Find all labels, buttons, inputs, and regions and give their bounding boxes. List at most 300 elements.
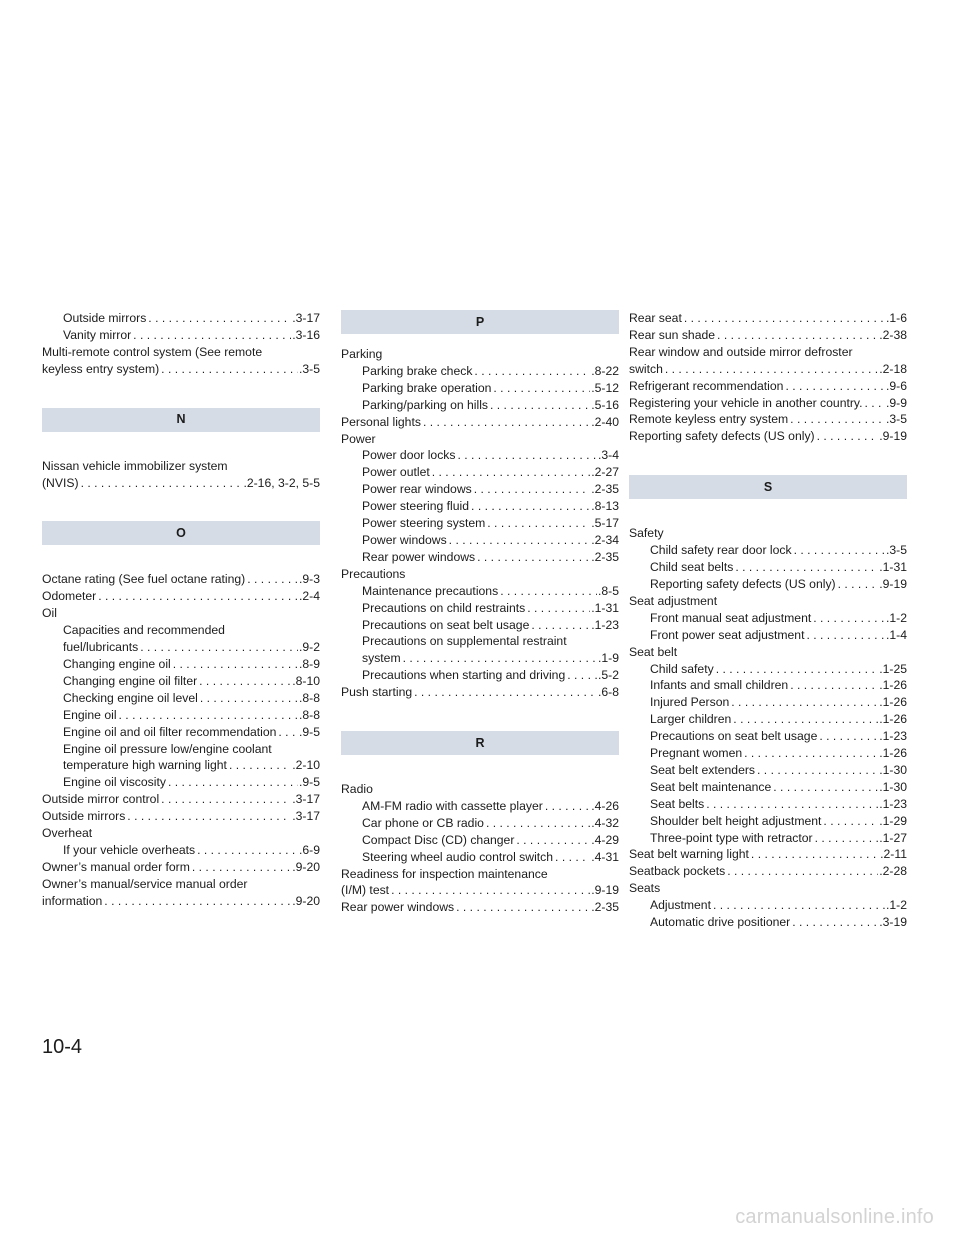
entry-page-ref: .9-6 (885, 378, 907, 393)
dot-leader (788, 677, 878, 694)
entry-text: Registering your vehicle in another country. (629, 395, 863, 410)
entry-page-ref: .3-17 (292, 809, 320, 824)
entry-text: Precautions on child restraints (362, 600, 526, 615)
entry-text: Push starting (341, 685, 413, 700)
entry-text: keyless entry system) (42, 361, 160, 376)
entry-page-ref: .2-40 (591, 414, 619, 429)
entry-page-ref: .2-27 (591, 465, 619, 480)
entry-text: Power door locks (362, 448, 456, 463)
dot-leader (198, 690, 298, 707)
entry-text: Parking/parking on hills (362, 397, 489, 412)
entry-text: Seat belt warning light (629, 847, 749, 862)
index-entry (42, 757, 320, 774)
dot-leader (704, 796, 878, 813)
dot-leader (125, 808, 291, 825)
entry-page-ref: .1-26 (879, 746, 907, 761)
index-entry (42, 893, 320, 910)
dot-leader (159, 361, 298, 378)
entry-page-ref: .9-20 (292, 859, 320, 874)
index-entry-heading: Rear window and outside mirror defroster (629, 344, 853, 359)
entry-text: (NVIS) (42, 475, 79, 490)
index-entry (42, 859, 320, 876)
dot-leader (792, 542, 885, 559)
index-entry (341, 397, 619, 414)
entry-text: Personal lights (341, 414, 421, 429)
index-entry (629, 310, 907, 327)
dot-leader (755, 762, 878, 779)
entry-page-ref: .9-3 (298, 572, 320, 587)
section-heading-o: O (42, 521, 320, 545)
dot-leader (498, 583, 597, 600)
entry-page-ref: .2-35 (591, 482, 619, 497)
entry-page-ref: .1-9 (597, 651, 619, 666)
entry-page-ref: .5-12 (591, 380, 619, 395)
entry-text: Checking engine oil level (63, 690, 198, 705)
entry-page-ref: .3-17 (292, 792, 320, 807)
index-entry-heading: Capacities and recommended (63, 623, 225, 638)
index-column-2 (341, 310, 619, 916)
index-entry (629, 542, 907, 559)
index-entry (42, 724, 320, 741)
entry-page-ref: .1-30 (879, 779, 907, 794)
index-entry (341, 899, 619, 916)
entry-page-ref: .4-26 (591, 798, 619, 813)
entry-text: Seatback pockets (629, 864, 726, 879)
index-entry (629, 694, 907, 711)
dot-leader (804, 627, 885, 644)
entry-text: Changing engine oil filter (63, 673, 198, 688)
entry-text: Power windows (362, 532, 447, 547)
index-entry (42, 842, 320, 859)
entry-text: Three-point type with retractor (650, 830, 813, 845)
index-entry (341, 583, 619, 600)
index-entry (629, 846, 907, 863)
entry-page-ref: .1-26 (879, 695, 907, 710)
dot-leader (788, 411, 885, 428)
dot-leader (491, 380, 590, 397)
entry-page-ref: .3-19 (879, 915, 907, 930)
index-entry (341, 515, 619, 532)
dot-leader (731, 711, 878, 728)
entry-text: Pregnant women (650, 746, 743, 761)
index-entry-heading: Power (341, 431, 376, 446)
entry-group (42, 458, 320, 492)
index-entry (629, 327, 907, 344)
dot-leader (821, 813, 878, 830)
dot-leader (714, 661, 879, 678)
index-entry (341, 882, 619, 899)
index-entry (629, 779, 907, 796)
entry-text: Outside mirror control (42, 792, 160, 807)
entry-page-ref: .3-16 (292, 327, 320, 342)
index-entry (629, 559, 907, 576)
index-entry-heading: Parking (341, 347, 383, 361)
dot-leader (836, 576, 879, 593)
entry-text: Infants and small children (650, 678, 789, 693)
entry-text: Larger children (650, 712, 732, 727)
dot-leader (117, 707, 298, 724)
entry-text: Parking brake check (362, 363, 473, 378)
entry-text: Engine oil and oil filter recommendation (63, 724, 277, 739)
dot-leader (138, 639, 298, 656)
index-entry (42, 475, 320, 492)
index-entry (629, 576, 907, 593)
entry-page-ref: .8-22 (591, 363, 619, 378)
entry-text: Octane rating (See fuel octane rating) (42, 572, 246, 587)
index-entry-heading: Seat adjustment (629, 593, 718, 608)
index-entry (341, 832, 619, 849)
entry-group (341, 346, 619, 701)
entry-text: Child safety (650, 661, 714, 676)
dot-leader (553, 849, 590, 866)
index-entry (42, 673, 320, 690)
entry-page-ref: .8-5 (597, 583, 619, 598)
entry-page-ref: .2-11 (880, 847, 907, 862)
section-heading-s: S (629, 475, 907, 499)
index-entry-heading: Multi-remote control system (See remote (42, 344, 263, 359)
entry-text: Refrigerant recommendation (629, 378, 784, 393)
dot-leader (245, 571, 298, 588)
index-entry (629, 897, 907, 914)
dot-leader (817, 728, 878, 745)
entry-page-ref: .2-38 (879, 327, 907, 342)
index-entry (341, 532, 619, 549)
dot-leader (682, 310, 885, 327)
dot-leader (729, 694, 878, 711)
index-entry (629, 428, 907, 445)
index-entry-heading: Radio (341, 782, 373, 797)
entry-page-ref: .6-8 (597, 685, 619, 700)
entry-text: Front manual seat adjustment (650, 610, 812, 625)
dot-leader (171, 656, 298, 673)
entry-page-ref: .9-19 (879, 429, 907, 444)
index-entry (629, 661, 907, 678)
index-entry (42, 707, 320, 724)
entry-text: Precautions when starting and driving (362, 668, 566, 683)
index-entry-heading: Seat belt (629, 644, 678, 659)
section-heading-r: R (341, 731, 619, 755)
entry-page-ref: .4-31 (591, 849, 619, 864)
index-entry (629, 863, 907, 880)
index-entry (341, 849, 619, 866)
entry-text: system (362, 651, 401, 666)
index-entry (341, 414, 619, 431)
entry-text: Injured Person (650, 695, 730, 710)
index-entry (42, 791, 320, 808)
index-entry-heading: Precautions (341, 566, 406, 581)
index-entry (42, 639, 320, 656)
entry-page-ref: .1-4 (885, 627, 907, 642)
index-entry (341, 684, 619, 701)
entry-text: Maintenance precautions (362, 583, 499, 598)
index-entry-heading: Owner’s manual/service manual order (42, 876, 248, 891)
entry-text: Engine oil viscosity (63, 775, 166, 790)
entry-page-ref: .9-5 (298, 775, 320, 790)
index-entry (629, 361, 907, 378)
index-entry (341, 650, 619, 667)
index-entry (341, 464, 619, 481)
dot-leader (447, 532, 591, 549)
entry-page-ref: .1-6 (885, 311, 907, 325)
entry-text: temperature high warning light (63, 758, 227, 773)
entry-page-ref: .4-29 (591, 832, 619, 847)
entry-text: AM-FM radio with cassette player (362, 798, 543, 813)
entry-page-ref: .1-31 (591, 600, 619, 615)
entry-group (629, 310, 907, 445)
index-entry (629, 610, 907, 627)
entry-text: Outside mirrors (63, 311, 147, 325)
dot-leader (412, 684, 597, 701)
entry-text: Power steering fluid (362, 499, 470, 514)
entry-text: (I/M) test (341, 883, 390, 898)
dot-leader (543, 798, 590, 815)
entry-page-ref: .2-35 (591, 549, 619, 564)
entry-text: Power rear windows (362, 482, 472, 497)
entry-page-ref: .6-9 (298, 842, 320, 857)
entry-group (42, 571, 320, 909)
entry-text: Adjustment (650, 898, 711, 913)
entry-page-ref: .3-17 (292, 311, 320, 325)
dot-leader (742, 745, 878, 762)
dot-leader (159, 791, 291, 808)
entry-text: Precautions on seat belt usage (362, 617, 530, 632)
dot-leader (815, 428, 879, 445)
entry-text: Outside mirrors (42, 809, 126, 824)
index-entry (341, 380, 619, 397)
dot-leader (565, 667, 597, 684)
entry-page-ref: .3-5 (298, 361, 320, 376)
entry-page-ref: .1-27 (879, 830, 907, 845)
index-column-3 (629, 310, 907, 931)
entry-text: Odometer (42, 589, 97, 604)
dot-leader (525, 600, 590, 617)
entry-page-ref: .9-2 (298, 640, 320, 655)
index-entry-heading: Safety (629, 526, 664, 541)
dot-leader (484, 815, 590, 832)
entry-page-ref: .2-28 (879, 864, 907, 879)
dot-leader (488, 397, 590, 414)
dot-leader (454, 899, 590, 916)
entry-text: Seat belts (650, 796, 705, 811)
dot-leader (195, 842, 298, 859)
dot-leader (79, 475, 243, 492)
entry-text: Seat belt extenders (650, 762, 756, 777)
index-entry-heading: Seats (629, 881, 661, 896)
index-entry (629, 830, 907, 847)
dot-leader (455, 447, 597, 464)
entry-text: information (42, 893, 103, 908)
dot-leader (485, 515, 590, 532)
index-entry (42, 310, 320, 327)
entry-text: Child safety rear door lock (650, 543, 792, 558)
index-entry (42, 690, 320, 707)
index-column-1 (42, 310, 320, 910)
index-entry-heading: Engine oil pressure low/engine coolant (63, 741, 272, 756)
index-entry (341, 600, 619, 617)
entry-group (629, 525, 907, 931)
entry-page-ref: .1-2 (885, 898, 907, 913)
entry-text: Shoulder belt height adjustment (650, 813, 822, 828)
index-entry-heading: Precautions on supplemental restraint (362, 634, 567, 649)
dot-leader (663, 361, 878, 378)
entry-page-ref: .2-34 (591, 532, 619, 547)
dot-leader (711, 897, 885, 914)
index-entry (341, 549, 619, 566)
index-entry (42, 588, 320, 605)
dot-leader (430, 464, 590, 481)
section-heading-n: N (42, 408, 320, 432)
index-entry (629, 796, 907, 813)
entry-page-ref: .1-25 (879, 661, 907, 676)
dot-leader (421, 414, 590, 431)
dot-leader (469, 498, 590, 515)
entry-page-ref: .1-23 (879, 729, 907, 744)
entry-text: Owner’s manual order form (42, 859, 190, 874)
dot-leader (749, 846, 879, 863)
dot-leader (389, 882, 590, 899)
dot-leader (227, 757, 291, 774)
dot-leader (190, 859, 291, 876)
entry-page-ref: .3-5 (885, 543, 907, 558)
dot-leader (131, 327, 291, 344)
entry-text: fuel/lubricants (63, 640, 139, 655)
entry-text: Automatic drive positioner (650, 915, 791, 930)
index-entry (341, 815, 619, 832)
entry-text: Seat belt maintenance (650, 779, 772, 794)
dot-leader (783, 378, 885, 395)
entry-text: Power outlet (362, 465, 430, 480)
entry-page-ref: .8-13 (591, 499, 619, 514)
entry-page-ref: .9-20 (292, 893, 320, 908)
dot-leader (811, 610, 885, 627)
entry-page-ref: .2-4 (298, 589, 320, 604)
dot-leader (790, 914, 878, 931)
entry-text: Engine oil (63, 707, 117, 722)
entry-page-ref: .8-10 (292, 673, 320, 688)
entry-page-ref: .1-23 (591, 617, 619, 632)
dot-leader (813, 830, 879, 847)
entry-page-ref: .8-9 (298, 656, 320, 671)
index-entry (341, 447, 619, 464)
entry-page-ref: .5-16 (591, 397, 619, 412)
entry-page-ref: .2-16, 3-2, 5-5 (243, 475, 320, 490)
entry-text: Vanity mirror (63, 327, 132, 342)
index-entry (341, 798, 619, 815)
index-entry (341, 498, 619, 515)
entry-page-ref: .9-19 (591, 883, 619, 898)
entry-text: Rear sun shade (629, 327, 716, 342)
index-entry (341, 617, 619, 634)
index-entry (341, 481, 619, 498)
entry-page-ref: .2-10 (292, 758, 320, 773)
index-entry (629, 762, 907, 779)
dot-leader (197, 673, 291, 690)
entry-page-ref: .5-17 (591, 516, 619, 531)
dot-leader (401, 650, 597, 667)
dot-leader (276, 724, 298, 741)
entry-text: Precautions on seat belt usage (650, 729, 818, 744)
index-entry (629, 395, 907, 412)
entry-page-ref: .3-5 (885, 412, 907, 427)
entry-page-ref: .5-2 (597, 668, 619, 683)
entry-page-ref: .2-35 (591, 900, 619, 915)
entry-group (42, 310, 320, 378)
entry-text: Reporting safety defects (US only) (650, 576, 836, 591)
index-entry (629, 813, 907, 830)
entry-page-ref: .1-31 (879, 560, 907, 575)
entry-page-ref: .9-5 (298, 724, 320, 739)
dot-leader (715, 327, 878, 344)
index-entry (629, 378, 907, 395)
index-entry (341, 363, 619, 380)
index-entry (42, 774, 320, 791)
index-entry (629, 914, 907, 931)
index-entry (629, 411, 907, 428)
index-entry-heading: Overheat (42, 826, 93, 841)
entry-page-ref: .1-26 (879, 712, 907, 727)
entry-text: Front power seat adjustment (650, 627, 805, 642)
index-entry (629, 728, 907, 745)
page-number: 10-4 (42, 1036, 83, 1058)
index-entry (42, 571, 320, 588)
dot-leader (146, 310, 291, 327)
entry-text: Rear seat (629, 311, 682, 325)
dot-leader (102, 893, 291, 910)
entry-page-ref: .1-30 (879, 762, 907, 777)
entry-page-ref: .2-18 (879, 361, 907, 376)
entry-page-ref: .1-26 (879, 678, 907, 693)
index-entry (42, 656, 320, 673)
dot-leader (472, 363, 590, 380)
entry-text: Remote keyless entry system (629, 412, 789, 427)
section-heading-p: P (341, 310, 619, 334)
dot-leader (863, 395, 885, 412)
entry-page-ref: .8-8 (298, 707, 320, 722)
entry-text: If your vehicle overheats (63, 842, 196, 857)
index-entry (629, 745, 907, 762)
entry-group (341, 781, 619, 916)
dot-leader (529, 617, 590, 634)
entry-page-ref: .1-29 (879, 813, 907, 828)
dot-leader (472, 481, 590, 498)
dot-leader (475, 549, 590, 566)
index-entry (42, 361, 320, 378)
entry-page-ref: .1-2 (885, 610, 907, 625)
index-entry (42, 327, 320, 344)
index-entry-heading: Nissan vehicle immobilizer system (42, 458, 228, 473)
index-entry (629, 677, 907, 694)
index-entry (42, 808, 320, 825)
entry-text: Parking brake operation (362, 380, 492, 395)
index-entry (629, 711, 907, 728)
entry-text: Child seat belts (650, 560, 734, 575)
dot-leader (96, 588, 298, 605)
dot-leader (771, 779, 878, 796)
index-entry (341, 667, 619, 684)
entry-text: Steering wheel audio control switch (362, 849, 554, 864)
entry-text: Reporting safety defects (US only) (629, 429, 815, 444)
entry-text: Changing engine oil (63, 656, 171, 671)
dot-leader (733, 559, 878, 576)
entry-page-ref: .1-23 (879, 796, 907, 811)
entry-page-ref: .3-4 (597, 448, 619, 463)
dot-leader (725, 863, 878, 880)
entry-text: Power steering system (362, 516, 486, 531)
entry-text: Compact Disc (CD) changer (362, 832, 515, 847)
entry-text: switch (629, 361, 663, 376)
index-entry-heading: Readiness for inspection maintenance (341, 866, 548, 881)
entry-text: Car phone or CB radio (362, 815, 484, 830)
